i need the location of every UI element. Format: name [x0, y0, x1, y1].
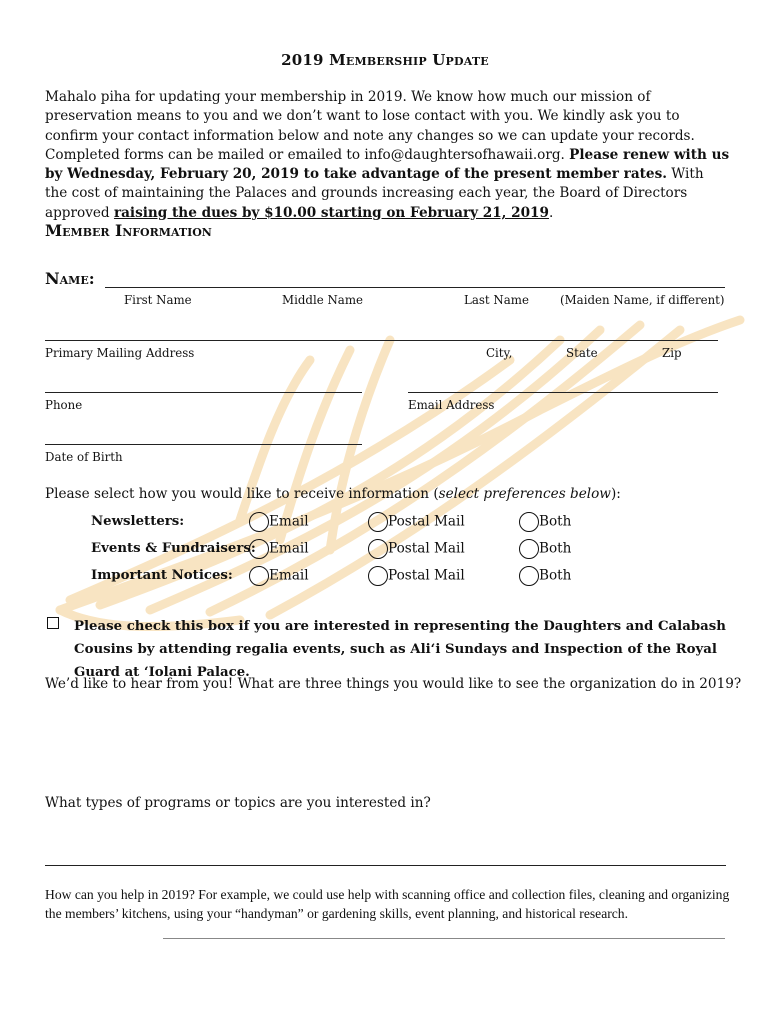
dob-field-line[interactable] — [45, 444, 362, 445]
notices-both-option[interactable] — [519, 566, 571, 586]
preferences-prompt — [45, 486, 621, 502]
option-label: Postal Mail — [388, 540, 465, 557]
option-label: Postal Mail — [388, 567, 465, 584]
phone-label: Phone — [45, 398, 83, 412]
option-label: Postal Mail — [388, 513, 465, 530]
events-both-option[interactable] — [519, 539, 571, 559]
phone-field-line[interactable] — [45, 392, 362, 393]
option-label: Both — [539, 567, 572, 584]
notices-postal-option[interactable] — [368, 566, 465, 586]
regalia-interest-text: Please check this box if you are interested in representing the Daughters and Calabash Cousins by attending regalia events, such as Aliʻi Sundays and Inspection of the Royal Guard at ʻIolani Palace. — [74, 619, 726, 680]
radio-icon[interactable] — [519, 512, 539, 532]
answer-line[interactable] — [45, 865, 726, 866]
radio-icon[interactable] — [368, 512, 388, 532]
name-field-line[interactable] — [105, 287, 725, 288]
last-name-label: Last Name — [464, 293, 529, 307]
radio-icon[interactable] — [249, 512, 269, 532]
address-field-line[interactable] — [45, 340, 718, 341]
prompt-italic: select preferences below — [438, 486, 611, 502]
option-label: Email — [269, 567, 309, 584]
middle-name-label: Middle Name — [282, 293, 363, 307]
member-info-heading: Member Information — [45, 221, 212, 240]
intro-text-1: Mahalo piha for updating your membership in 2019. We know how much our mission of preservation means to you and we don’t want to lose contact with you. We kindly ask you to confirm your contact information below and note any changes so we can update your records. Completed forms can be mailed or emailed to info@daughtersofhawaii.org. — [45, 89, 695, 163]
intro-end: . — [548, 204, 554, 221]
name-label: Name: — [45, 269, 95, 288]
radio-icon[interactable] — [249, 539, 269, 559]
maiden-name-label: (Maiden Name, if different) — [560, 293, 725, 307]
radio-icon[interactable] — [519, 539, 539, 559]
help-answer-line[interactable] — [163, 938, 725, 939]
newsletters-both-option[interactable] — [519, 512, 571, 532]
address-label: Primary Mailing Address — [45, 346, 195, 360]
regalia-interest-checkbox[interactable] — [47, 617, 59, 629]
email-label: Email Address — [408, 398, 495, 412]
prompt-a: Please select how you would like to receive information ( — [45, 486, 439, 502]
option-label: Both — [539, 540, 572, 557]
radio-icon[interactable] — [368, 539, 388, 559]
notices-email-option[interactable] — [249, 566, 309, 586]
zip-label: Zip — [662, 346, 682, 360]
option-label: Email — [269, 540, 309, 557]
intro-bold-deadline: Please renew with us by Wednesday, February 20, 2019 to take advantage of the present member rates. — [45, 146, 730, 183]
events-label: Events & Fundraisers: — [91, 541, 256, 556]
option-label: Email — [269, 513, 309, 530]
first-name-label: First Name — [124, 293, 192, 307]
events-postal-option[interactable] — [368, 539, 465, 559]
radio-icon[interactable] — [368, 566, 388, 586]
intro-text-2: With the cost of maintaining the Palaces and grounds increasing each year, the Board of Directors approved — [45, 166, 704, 221]
question-program-topics: What types of programs or topics are you interested in? — [45, 795, 431, 811]
title-text: Membership Update — [329, 51, 489, 69]
option-label: Both — [539, 513, 572, 530]
notices-label: Important Notices: — [91, 568, 233, 583]
city-label: City, — [486, 346, 513, 360]
radio-icon[interactable] — [249, 566, 269, 586]
events-email-option[interactable] — [249, 539, 309, 559]
dob-label: Date of Birth — [45, 450, 123, 464]
title-year: 2019 — [281, 51, 330, 69]
question-three-things: We’d like to hear from you! What are three things you would like to see the organization do in 2019? — [45, 676, 742, 692]
newsletters-postal-option[interactable] — [368, 512, 465, 532]
state-label: State — [566, 346, 598, 360]
page-title — [0, 51, 770, 69]
email-field-line[interactable] — [408, 392, 718, 393]
newsletters-label: Newsletters: — [91, 514, 185, 529]
radio-icon[interactable] — [519, 566, 539, 586]
prompt-b: ): — [610, 486, 621, 502]
intro-dues-increase: raising the dues by $10.00 starting on February 21, 2019 — [113, 204, 549, 221]
newsletters-email-option[interactable] — [249, 512, 309, 532]
intro-paragraph — [45, 88, 730, 223]
question-how-help: How can you help in 2019? For example, we could use help with scanning office and collection files, cleaning and organizing the members’ kitchens, using your “handyman” or gardening skills, event planning, and historical research. — [45, 887, 730, 921]
